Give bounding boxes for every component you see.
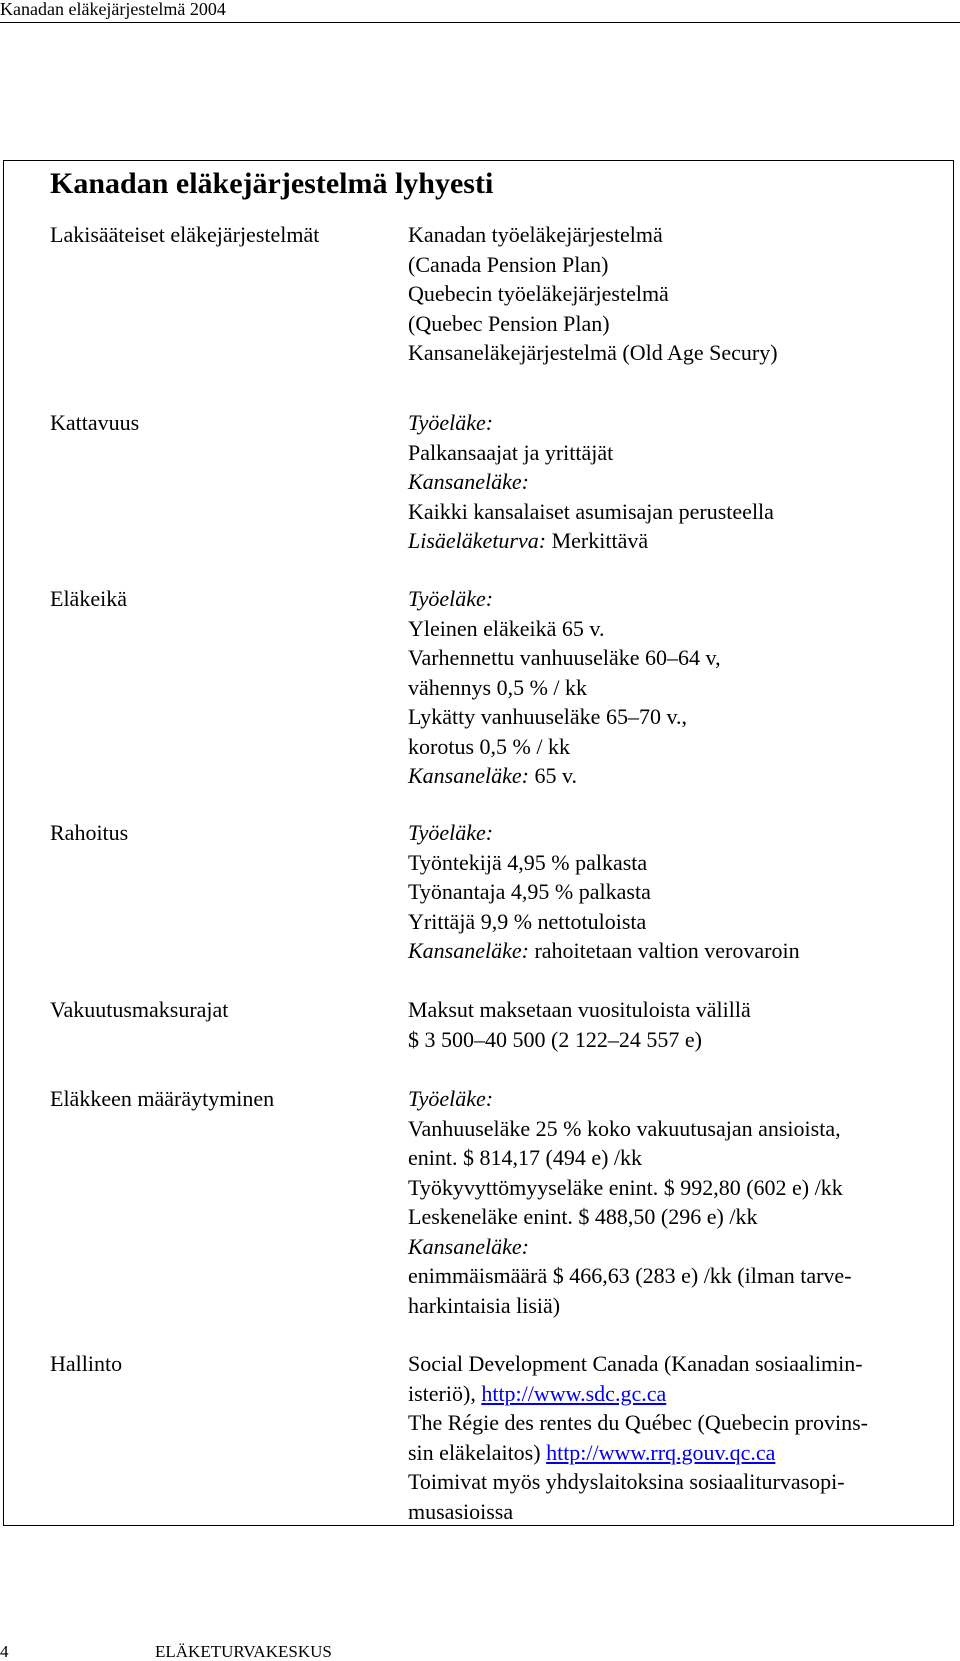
row-label-determination: Eläkkeen määräytyminen xyxy=(50,1086,275,1111)
row-content-coverage xyxy=(408,408,948,556)
content-line: Leskeneläke enint. $ 488,50 (296 e) /kk xyxy=(408,1204,758,1229)
content-subheading: Kansaneläke: xyxy=(408,938,529,963)
content-line: Quebecin työeläkejärjestelmä xyxy=(408,281,669,306)
content-subheading: Työeläke: xyxy=(408,586,494,611)
content-subheading: Lisäeläketurva: xyxy=(408,528,547,553)
content-line: Yrittäjä 9,9 % nettotuloista xyxy=(408,908,647,934)
content-line xyxy=(408,1379,948,1409)
row-label-statutory: Lakisääteiset eläkejärjestelmät xyxy=(50,222,320,247)
content-line: Palkansaajat ja yrittäjät xyxy=(408,439,614,465)
content-line: Toimivat myös yhdyslaitoksina sosiaaliturvasopi- xyxy=(408,1469,845,1494)
row-content-determination xyxy=(408,1084,948,1320)
content-line: enint. $ 814,17 (494 e) /kk xyxy=(408,1145,643,1170)
content-line: (Canada Pension Plan) xyxy=(408,251,609,277)
row-content-funding xyxy=(408,818,948,966)
running-header-title: Kanadan eläkejärjestelmä 2004 xyxy=(0,0,226,19)
content-line: (Quebec Pension Plan) xyxy=(408,310,610,336)
content-subheading: Työeläke: xyxy=(408,820,494,845)
content-line: Työntekijä 4,95 % palkasta xyxy=(408,849,648,875)
content-line xyxy=(408,761,948,791)
row-label-age: Eläkeikä xyxy=(50,586,127,611)
content-line: Vanhuuseläke 25 % koko vakuutusajan ansioista, xyxy=(408,1115,841,1141)
content-line: Kansaneläkejärjestelmä (Old Age Secury) xyxy=(408,340,778,365)
content-line: korotus 0,5 % / kk xyxy=(408,733,570,759)
content-line: harkintaisia lisiä) xyxy=(408,1292,561,1318)
content-text: isteriö), xyxy=(408,1380,482,1406)
content-line xyxy=(408,526,948,556)
running-header xyxy=(0,0,960,23)
content-line: enimmäismäärä $ 466,63 (283 e) /kk (ilman tarve- xyxy=(408,1263,852,1288)
content-text: 65 v. xyxy=(528,763,578,788)
content-text: sin eläkelaitos) xyxy=(408,1439,547,1465)
content-line: Kanadan työeläkejärjestelmä xyxy=(408,222,663,247)
row-label-coverage: Kattavuus xyxy=(50,410,140,435)
content-line: vähennys 0,5 % / kk xyxy=(408,674,588,700)
footer-page-number: 4 xyxy=(0,1642,9,1661)
row-content-statutory xyxy=(408,220,948,368)
content-subheading: Työeläke: xyxy=(408,410,494,435)
row-content-age xyxy=(408,584,948,791)
content-line: Varhennettu vanhuuseläke 60–64 v, xyxy=(408,645,721,670)
content-line: Työnantaja 4,95 % palkasta xyxy=(408,879,651,904)
content-line: musasioissa xyxy=(408,1498,514,1524)
row-label-administration: Hallinto xyxy=(50,1351,123,1376)
content-line: Maksut maksetaan vuosituloista välillä xyxy=(408,997,751,1022)
content-text: rahoitetaan valtion verovaroin xyxy=(528,938,800,963)
content-subheading: Kansaneläke: xyxy=(408,1233,529,1259)
sdc-website-link[interactable]: http://www.sdc.gc.ca xyxy=(481,1380,667,1406)
content-line: Yleinen eläkeikä 65 v. xyxy=(408,615,605,641)
content-line: The Régie des rentes du Québec (Quebecin provins- xyxy=(408,1410,869,1435)
content-line xyxy=(408,1438,948,1468)
row-label-contribution-limits: Vakuutusmaksurajat xyxy=(50,997,229,1022)
content-line: Social Development Canada (Kanadan sosiaalimin- xyxy=(408,1351,863,1376)
content-text: Merkittävä xyxy=(546,528,649,553)
content-line: Työkyvyttömyyseläke enint. $ 992,80 (602 e) /kk xyxy=(408,1174,843,1200)
row-content-contribution-limits xyxy=(408,995,948,1054)
content-subheading: Työeläke: xyxy=(408,1086,494,1111)
rrq-website-link[interactable]: http://www.rrq.gouv.qc.ca xyxy=(546,1439,776,1465)
content-subheading: Kansaneläke: xyxy=(408,763,529,788)
footer-publisher: ELÄKETURVAKESKUS xyxy=(155,1642,332,1661)
row-content-administration xyxy=(408,1349,948,1526)
content-subheading: Kansaneläke: xyxy=(408,469,529,494)
page-title: Kanadan eläkejärjestelmä lyhyesti xyxy=(50,167,494,200)
content-line xyxy=(408,936,948,966)
content-line: Lykätty vanhuuseläke 65–70 v., xyxy=(408,704,688,729)
row-label-funding: Rahoitus xyxy=(50,820,129,845)
content-line: $ 3 500–40 500 (2 122–24 557 e) xyxy=(408,1026,702,1052)
content-line: Kaikki kansalaiset asumisajan perusteella xyxy=(408,498,774,524)
